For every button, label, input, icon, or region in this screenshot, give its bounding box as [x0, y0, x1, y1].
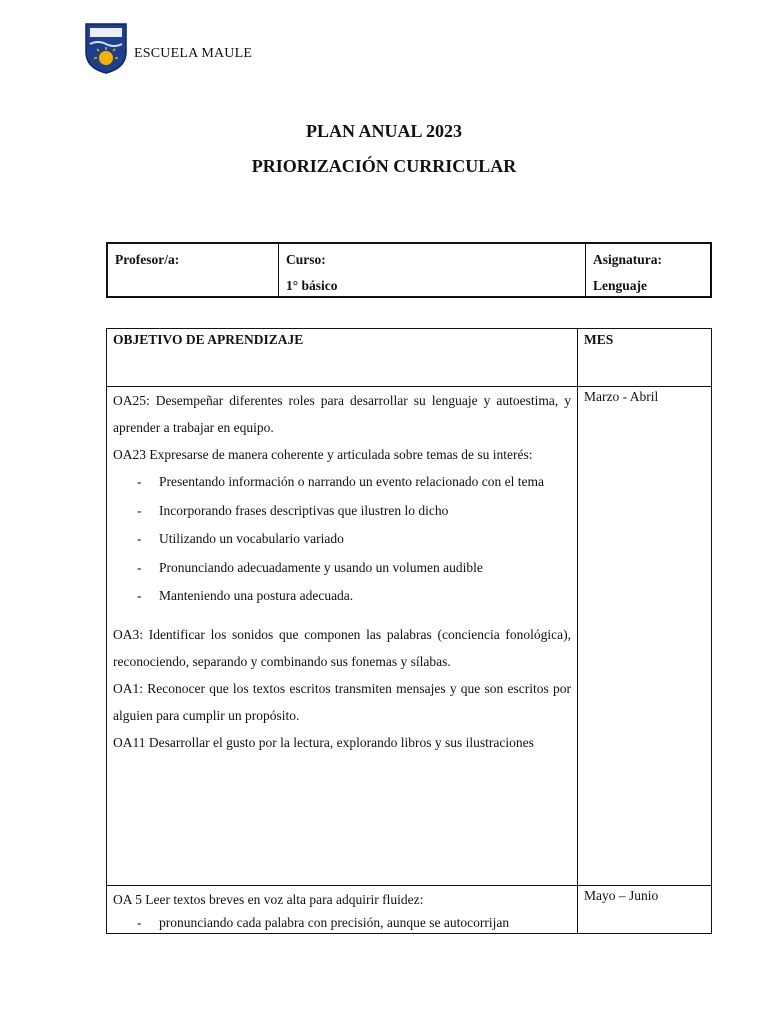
mes-cell: Mayo – Junio: [578, 886, 712, 934]
list-item: - Incorporando frases descriptivas que ilustren lo dicho: [113, 497, 571, 526]
document-subtitle: PRIORIZACIÓN CURRICULAR: [251, 156, 517, 176]
oa23-text: OA23 Expresarse de manera coherente y articulada sobre temas de su interés:: [113, 447, 533, 462]
objectives-cell: [107, 387, 578, 886]
oa23-list: [113, 468, 571, 611]
oa1-text: OA1: Reconocer que los textos escritos transmiten mensajes y que son escritos por alguien para cumplir un propósito.: [113, 680, 571, 723]
list-item: - Utilizando un vocabulario variado: [113, 525, 571, 554]
table-header-row: [107, 329, 712, 387]
objectives-table: [106, 328, 712, 934]
profesor-cell: [108, 244, 279, 296]
objectives-cell: [107, 886, 578, 934]
header-objetivo: OBJETIVO DE APRENDIZAJE: [107, 329, 578, 387]
oa5-list: [113, 913, 571, 933]
oa3-text: OA3: Identificar los sonidos que componen las palabras (conciencia fonológica), reconociendo, separando y combinando sus fonemas y sílabas.: [113, 626, 571, 669]
list-item: - Presentando información o narrando un evento relacionado con el tema: [113, 468, 571, 497]
profesor-label: Profesor/a:: [115, 252, 180, 267]
table-row: [107, 387, 712, 886]
curso-value: 1° básico: [286, 278, 338, 293]
school-crest-icon: [84, 22, 128, 74]
header-mes: MES: [578, 329, 712, 387]
asignatura-label: Asignatura:: [593, 252, 663, 267]
course-info-table: [106, 242, 712, 298]
list-item: - Manteniendo una postura adecuada.: [113, 582, 571, 611]
curso-cell: [279, 244, 586, 296]
mes-cell: Marzo - Abril: [578, 387, 712, 886]
oa25-text: OA25: Desempeñar diferentes roles para desarrollar su lenguaje y autoestima, y aprender a trabajar en equipo.: [113, 393, 571, 435]
curso-label: Curso:: [286, 252, 326, 267]
list-item: - Pronunciando adecuadamente y usando un volumen audible: [113, 554, 571, 583]
table-row: [107, 886, 712, 934]
oa11-text: OA11 Desarrollar el gusto por la lectura, explorando libros y sus ilustraciones: [113, 734, 534, 750]
document-title: PLAN ANUAL 2023: [305, 121, 462, 141]
asignatura-value: Lenguaje: [593, 278, 647, 293]
list-item: - pronunciando cada palabra con precisión, aunque se autocorrijan: [113, 913, 571, 933]
oa5-text: OA 5 Leer textos breves en voz alta para adquirir fluidez:: [113, 892, 424, 907]
asignatura-cell: [586, 244, 710, 296]
school-name: ESCUELA MAULE: [134, 46, 253, 61]
